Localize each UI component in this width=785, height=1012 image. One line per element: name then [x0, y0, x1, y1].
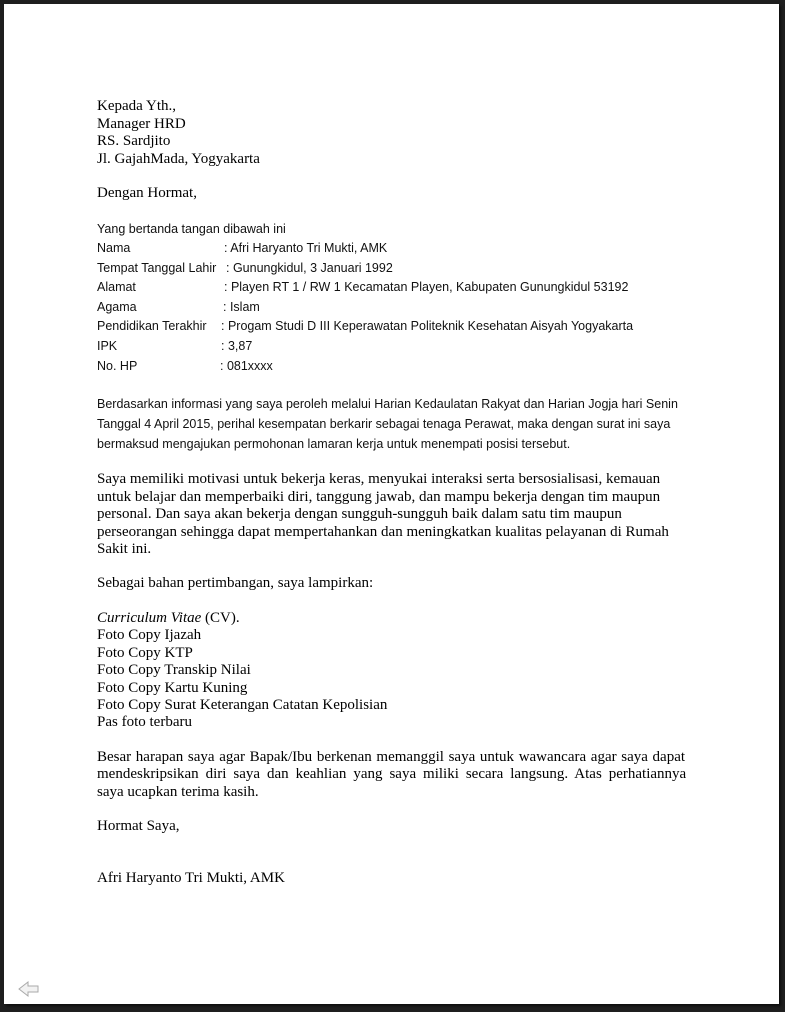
attachments-intro: Sebagai bahan pertimbangan, saya lampirkan: [97, 575, 374, 592]
attachments-list [97, 610, 693, 732]
paragraph-line: bermaksud mengajukan permohonan lamaran kerja untuk menempati posisi tersebut. [97, 436, 571, 451]
document-page [4, 4, 779, 1004]
greeting: Dengan Hormat, [97, 185, 197, 201]
recipient-line: RS. Sardjito [97, 133, 171, 149]
paragraph-line: Sakit ini. [97, 540, 152, 557]
paragraph-line: Berdasarkan informasi yang saya peroleh melalui Harian Kedaulatan Rakyat dan Harian Jogja hari Senin [97, 397, 678, 412]
detail-row-phone [97, 357, 693, 377]
recipient-line: Kepada Yth., [97, 98, 176, 114]
recipient-block [97, 98, 693, 168]
paragraph-line: saya ucapkan terima kasih. [97, 783, 259, 800]
attachment-item: Foto Copy Ijazah [97, 627, 202, 644]
paragraph-line: perseorangan sehingga dapat mempertahankan dan meningkatkan kualitas pelayanan di Rumah [97, 523, 669, 540]
paragraph-line: personal. Dan saya akan bekerja dengan sungguh-sungguh baik dalam satu tim maupun [97, 506, 622, 523]
recipient-line: Manager HRD [97, 115, 186, 132]
attachment-item: Foto Copy Transkip Nilai [97, 662, 251, 679]
signature-name: Afri Haryanto Tri Mukti, AMK [97, 870, 285, 887]
detail-value: : Afri Haryanto Tri Mukti, AMK [224, 241, 388, 256]
detail-label: Tempat Tanggal Lahir [97, 260, 217, 275]
attachment-item-cv [97, 610, 693, 627]
detail-value: : 081xxxx [220, 358, 273, 373]
sign-off: Hormat Saya, [97, 817, 180, 834]
paragraph-line: Besar harapan saya agar Bapak/Ibu berkenan memanggil saya untuk wawancara agar saya dapat [97, 748, 686, 765]
paragraph-line: mendeskripsikan diri saya dan keahlian yang saya miliki secara langsung. Atas perhatiannya [97, 766, 687, 783]
detail-label: Nama [97, 241, 131, 256]
paragraph-closing [97, 749, 693, 801]
detail-row-gpa [97, 337, 693, 357]
letter-body [97, 98, 693, 888]
attachment-item: Foto Copy KTP [97, 644, 193, 661]
detail-value: : Progam Studi D III Keperawatan Politeknik Kesehatan Aisyah Yogyakarta [221, 319, 634, 334]
detail-value: : Playen RT 1 / RW 1 Kecamatan Playen, Kabupaten Gunungkidul 53192 [224, 280, 629, 295]
recipient-line: Jl. GajahMada, Yogyakarta [97, 150, 260, 167]
personal-details [97, 220, 693, 377]
paragraph-source [97, 395, 693, 454]
cv-suffix: (CV). [201, 609, 240, 626]
detail-label: No. HP [97, 358, 138, 373]
paragraph-line: untuk belajar dan memperbaiki diri, tanggung jawab, dan mampu bekerja dengan tim maupun [97, 488, 661, 505]
detail-row-address [97, 278, 693, 298]
detail-value: : Gunungkidul, 3 Januari 1992 [226, 260, 393, 275]
back-arrow-icon[interactable] [18, 980, 40, 998]
detail-value: : Islam [223, 299, 260, 314]
detail-label: Agama [97, 299, 137, 314]
paragraph-line: Saya memiliki motivasi untuk bekerja keras, menyukai interaksi serta bersosialisasi, kemauan [97, 471, 661, 488]
detail-row-birth [97, 259, 693, 279]
paragraph-line: Tanggal 4 April 2015, perihal kesempatan berkarir sebagai tenaga Perawat, maka dengan surat ini saya [97, 416, 671, 431]
intro-line: Yang bertanda tangan dibawah ini [97, 221, 286, 236]
detail-row-religion [97, 298, 693, 318]
detail-label: Alamat [97, 280, 136, 295]
cv-italic: Curriculum Vitae [97, 609, 202, 626]
detail-label: Pendidikan Terakhir [97, 319, 207, 334]
attachment-item: Foto Copy Kartu Kuning [97, 679, 248, 696]
attachment-item: Pas foto terbaru [97, 714, 192, 731]
detail-row-education [97, 317, 693, 337]
detail-row-name [97, 239, 693, 259]
detail-value: : 3,87 [221, 339, 253, 354]
attachment-item: Foto Copy Surat Keterangan Catatan Kepolisian [97, 696, 388, 713]
detail-label: IPK [97, 339, 118, 354]
paragraph-motivation [97, 471, 693, 558]
